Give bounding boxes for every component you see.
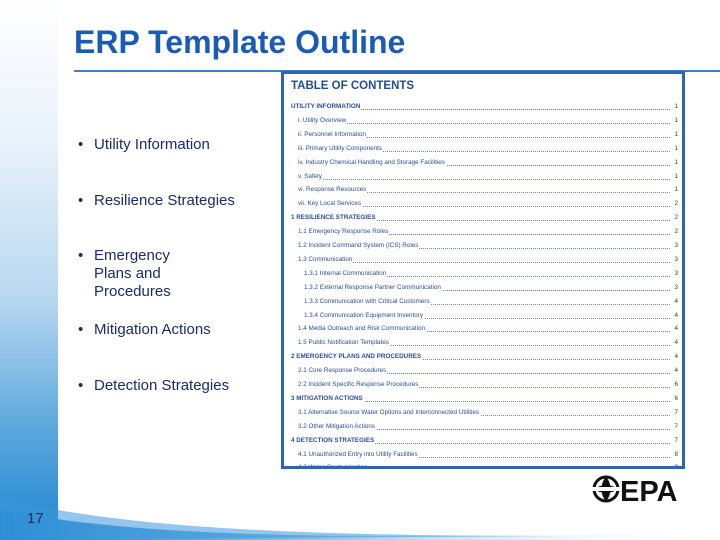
toc-entry-page: 1 (674, 144, 678, 152)
toc-entry (284, 157, 682, 169)
toc-entry-page: 1 (674, 103, 678, 110)
toc-entry (284, 143, 682, 155)
toc-entry-label: 2 EMERGENCY PLANS AND PROCEDURES (291, 353, 422, 361)
toc-entry-page: 4 (674, 297, 678, 305)
epa-logo-text: EPA (620, 476, 678, 504)
toc-entry-page: 3 (674, 283, 678, 291)
bullet-marker: • (78, 247, 84, 264)
bullet-text: Detection Strategies (94, 377, 230, 394)
toc-entry (284, 435, 682, 447)
toc-entry-page: 9 (674, 464, 678, 469)
epa-flower-icon (592, 477, 620, 501)
toc-entry (284, 268, 682, 280)
toc-entry (284, 171, 682, 183)
toc-entry-page: 6 (674, 381, 678, 388)
toc-entry-page: 3 (674, 242, 678, 249)
toc-title: TABLE OF CONTENTS (291, 80, 415, 92)
toc-entry-label: vi. Response Resources (298, 186, 367, 194)
toc-entry (284, 282, 682, 294)
toc-entry-label: iv. Industry Chemical Handling and Storage Facilities (298, 158, 445, 166)
toc-entry (284, 323, 682, 335)
toc-entry-page: 2 (674, 228, 678, 236)
bullet-text: Utility Information (94, 136, 210, 153)
toc-entry (284, 240, 682, 252)
toc-entry (284, 449, 682, 461)
toc-entry-page: 1 (674, 158, 678, 166)
toc-entry-page: 6 (674, 394, 678, 402)
bullet-marker: • (78, 377, 84, 394)
toc-entry-page: 3 (674, 255, 678, 263)
toc-entry-label: 1.1 Emergency Response Roles (298, 228, 389, 236)
toc-leader-dots (298, 123, 670, 124)
toc-entry-page: 1 (674, 186, 678, 194)
toc-entry (284, 212, 682, 224)
toc-entry (284, 379, 682, 391)
toc-entry-label: 1.3.2 External Response Partner Communication (304, 283, 441, 291)
toc-entry-label: vii. Key Local Services (298, 200, 361, 208)
bullet-marker: • (78, 321, 84, 338)
toc-entry-label: 4.2 Water Contamination (298, 464, 368, 469)
toc-entry-label: 4.1 Unauthorized Entry into Utility Facilities (298, 450, 418, 458)
toc-entry-label: 1.4 Media Outreach and Risk Communication (298, 325, 426, 333)
toc-entry-page: 8 (674, 450, 678, 458)
toc-entry-page: 3 (674, 269, 678, 277)
toc-leader-dots (298, 179, 670, 180)
bullet-text: Emergency Plans and Procedures (94, 247, 171, 300)
toc-entry-label: 2.1 Core Response Procedures (298, 367, 387, 375)
toc-entry (284, 129, 682, 141)
bullet-marker: • (78, 136, 84, 153)
toc-entry (284, 296, 682, 308)
toc-entry (284, 407, 682, 419)
toc-entry (284, 226, 682, 238)
toc-entry-page: 4 (674, 339, 678, 347)
toc-entry (284, 351, 682, 363)
toc-entry (284, 462, 682, 469)
bullet-text: Resilience Strategies (94, 192, 235, 209)
toc-entry-page: 7 (674, 422, 678, 430)
left-gradient-bar (0, 0, 58, 540)
toc-entry-label: 3 MITIGATION ACTIONS (291, 394, 363, 402)
toc-entry-page: 1 (674, 172, 678, 180)
toc-entry-label: 1.3 Communication (298, 255, 353, 263)
bullet-marker: • (78, 192, 84, 209)
toc-entry-label: 1.2 Incident Command System (ICS) Roles (298, 242, 419, 249)
slide-number: 17 (27, 510, 44, 527)
toc-entry-page: 4 (674, 353, 678, 361)
toc-entry (284, 254, 682, 266)
toc-entry-label: 1 RESILIENCE STRATEGIES (291, 214, 376, 222)
toc-leader-dots (298, 262, 670, 263)
toc-entry-label: UTILITY INFORMATION (291, 103, 361, 110)
toc-entry-label: 1.3.3 Communication with Critical Customers (304, 297, 430, 305)
table-of-contents-image (281, 71, 685, 469)
page-title: ERP Template Outline (74, 24, 406, 60)
toc-entry-label: 3.2 Other Mitigation Actions (298, 422, 376, 430)
toc-entry (284, 101, 682, 113)
toc-entry (284, 115, 682, 127)
toc-entry-page: 7 (674, 436, 678, 444)
toc-entry-label: iii. Primary Utility Components (298, 144, 382, 152)
toc-entry-page: 4 (674, 367, 678, 375)
toc-entry (284, 393, 682, 405)
toc-entry-page: 7 (674, 408, 678, 416)
toc-entry-label: 1.5 Public Notification Templates (298, 339, 389, 347)
toc-entry-page: 2 (674, 200, 678, 208)
toc-entry-label: 4 DETECTION STRATEGIES (291, 436, 375, 444)
epa-logo (592, 474, 688, 504)
toc-entry (284, 184, 682, 196)
toc-entry-label: 1.3.1 Internal Communication (304, 269, 387, 277)
toc-entry (284, 421, 682, 433)
bullet-text: Mitigation Actions (94, 321, 211, 338)
toc-entry-page: 4 (674, 325, 678, 333)
toc-entry (284, 365, 682, 377)
toc-entry-page: 1 (674, 130, 678, 138)
toc-entry-page: 4 (674, 311, 678, 319)
toc-entry (284, 310, 682, 322)
toc-entry-label: ii. Personnel Information (298, 130, 366, 138)
toc-entry-label: 2.2 Incident Specific Response Procedures (298, 381, 419, 388)
toc-entry-page: 1 (674, 116, 678, 124)
toc-entry-page: 2 (674, 214, 678, 222)
toc-entry (284, 198, 682, 210)
toc-entry (284, 337, 682, 349)
toc-entry-label: 1.3.4 Communication Equipment Inventory (304, 311, 424, 319)
toc-entry-label: i. Utility Overview (298, 116, 347, 124)
toc-entry-label: 3.1 Alternative Source Water Options and Interconnected Utilities (298, 408, 480, 416)
toc-entry-label: v. Safety (298, 172, 323, 180)
